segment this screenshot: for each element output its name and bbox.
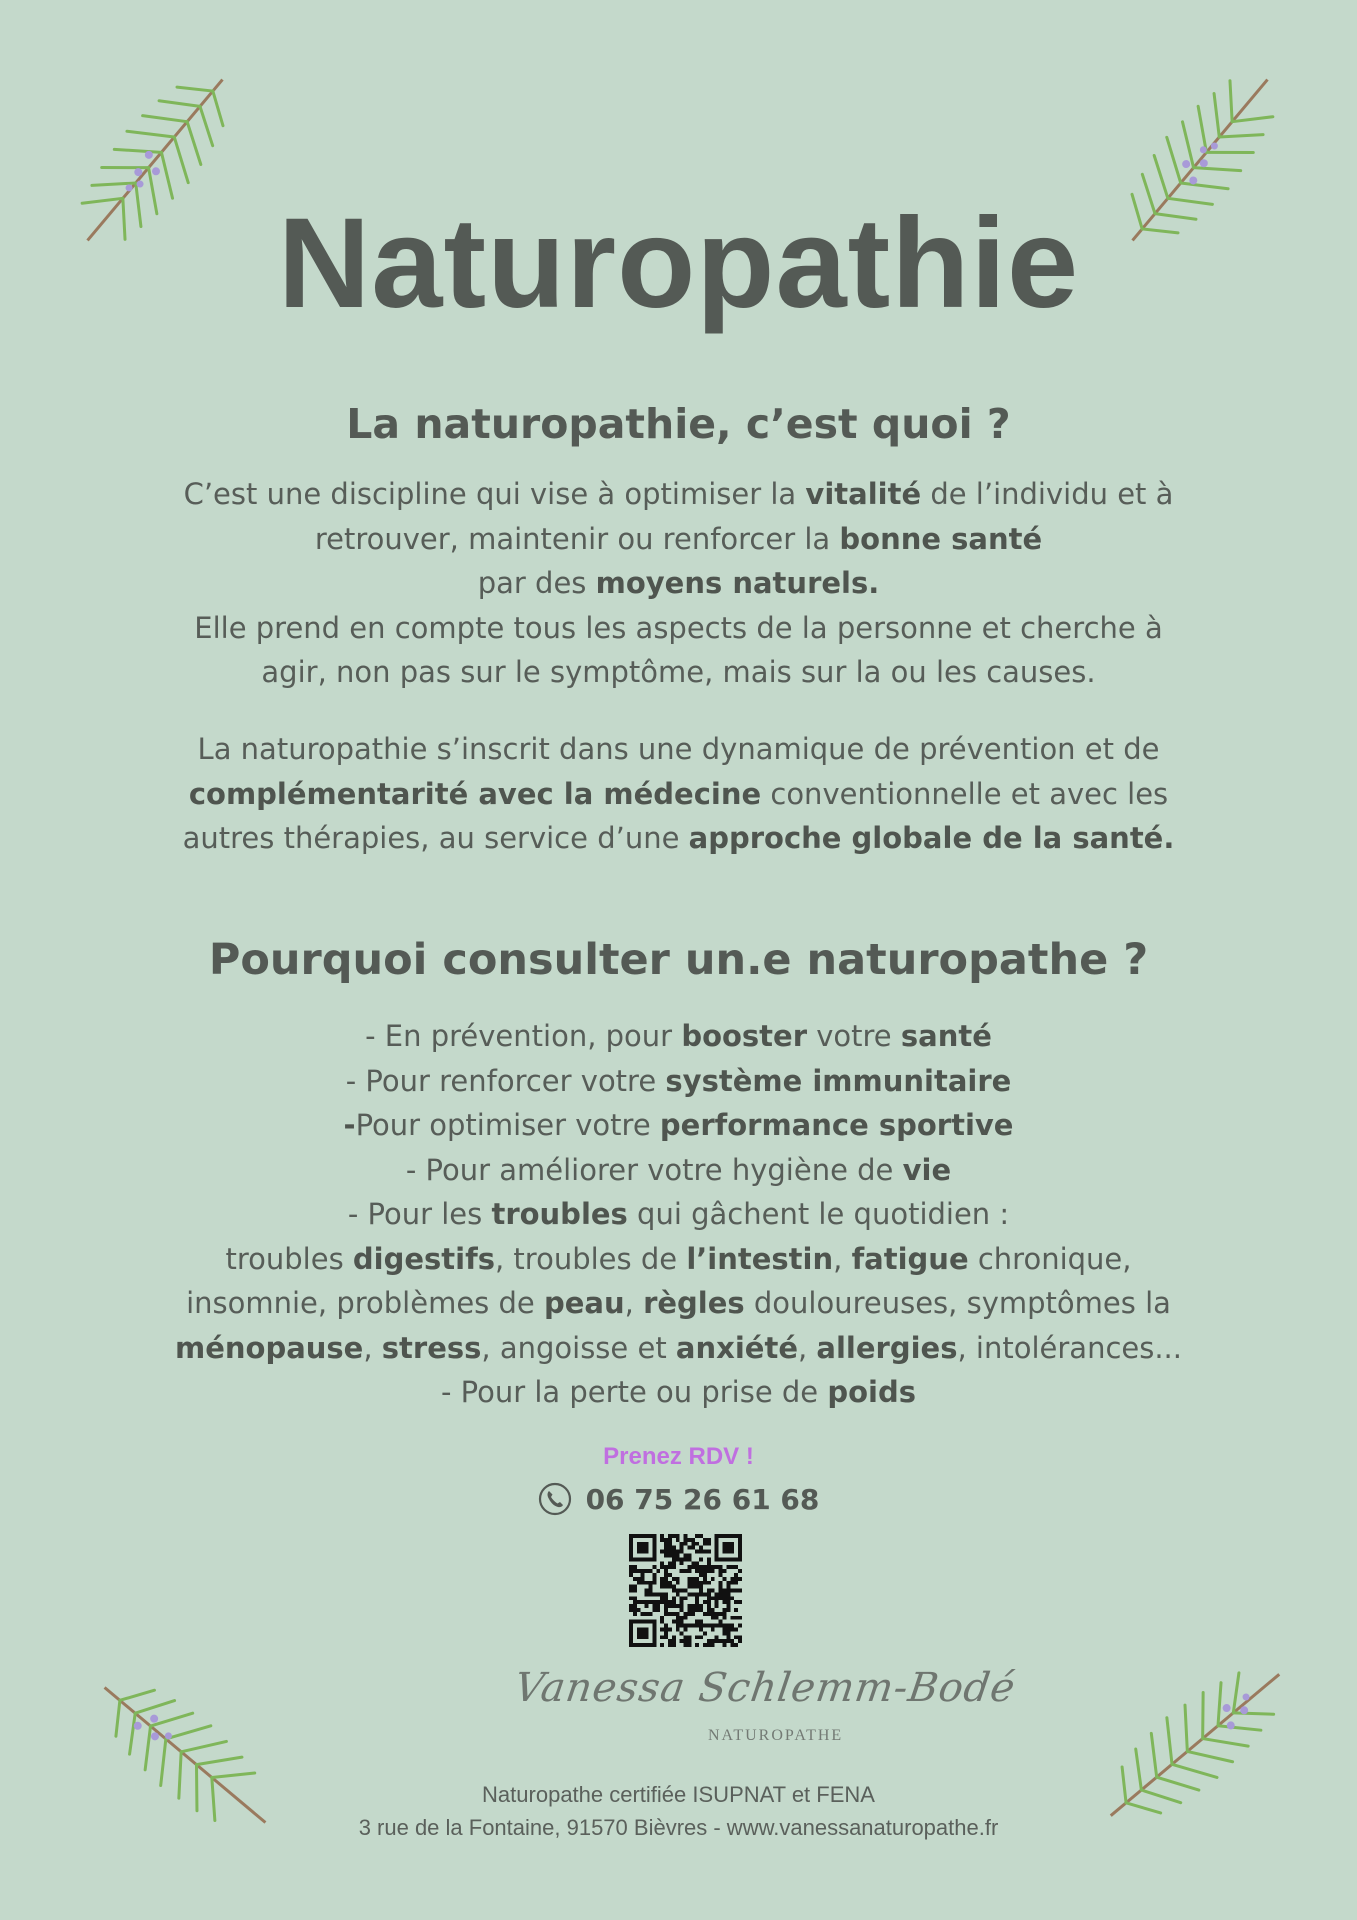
text-run: , intolérances... bbox=[957, 1330, 1182, 1365]
text-run: agir, non pas sur le symptôme, mais sur la ou les causes. bbox=[261, 655, 1096, 689]
text-line bbox=[150, 1103, 1207, 1148]
address-line: 3 rue de la Fontaine, 91570 Bièvres - www.vanessanaturopathe.fr bbox=[358, 1815, 999, 1840]
text-run: - Pour améliorer votre hygiène de bbox=[405, 1152, 903, 1187]
emphasis: santé bbox=[900, 1019, 992, 1053]
text-run: C’est une discipline qui vise à optimiser la bbox=[183, 477, 806, 511]
emphasis: bonne santé bbox=[839, 521, 1043, 556]
emphasis: l’intestin bbox=[686, 1241, 834, 1276]
section-heading-why: Pourquoi consulter un.e naturopathe ? bbox=[208, 935, 1149, 985]
text-run: de l’individu et à bbox=[921, 477, 1174, 511]
text-run: insomnie, problèmes de bbox=[186, 1286, 544, 1320]
emphasis: troubles bbox=[491, 1197, 628, 1231]
signature-name: Vanessa Schlemm-Bodé bbox=[511, 1665, 1019, 1711]
emphasis: booster bbox=[681, 1019, 808, 1053]
emphasis: anxiété bbox=[675, 1330, 798, 1365]
page-title: Naturopathie bbox=[277, 192, 1080, 335]
text-line bbox=[150, 727, 1207, 772]
emphasis: digestifs bbox=[352, 1241, 495, 1276]
qr-code[interactable] bbox=[629, 1534, 742, 1647]
emphasis: vie bbox=[902, 1152, 952, 1187]
text-run: autres thérapies, au service d’une bbox=[182, 821, 689, 855]
text-run: - Pour la perte ou prise de bbox=[440, 1375, 828, 1409]
text-run: , bbox=[833, 1241, 852, 1276]
text-line bbox=[150, 561, 1207, 606]
text-line bbox=[150, 1014, 1207, 1059]
signature-role: NATUROPATHE bbox=[708, 1727, 844, 1744]
emphasis: vitalité bbox=[805, 477, 922, 511]
text-run: - Pour renforcer votre bbox=[345, 1063, 666, 1098]
emphasis: fatigue bbox=[851, 1241, 969, 1276]
text-run: votre bbox=[807, 1019, 901, 1053]
phone-number: 06 75 26 61 68 bbox=[585, 1482, 820, 1516]
text-run: conventionnelle et avec les bbox=[761, 776, 1169, 811]
text-line bbox=[150, 1148, 1207, 1193]
text-run: douloureuses, symptômes la bbox=[744, 1286, 1171, 1320]
text-run: qui gâchent le quotidien : bbox=[627, 1197, 1010, 1231]
text-line bbox=[150, 606, 1207, 651]
text-run: Pour optimiser votre bbox=[355, 1108, 660, 1142]
text-line bbox=[150, 1326, 1207, 1371]
emphasis: performance sportive bbox=[659, 1108, 1014, 1142]
emphasis: système immunitaire bbox=[665, 1063, 1012, 1098]
emphasis: moyens naturels. bbox=[595, 566, 880, 600]
reasons-list bbox=[150, 1014, 1207, 1415]
appointment-cta: Prenez RDV ! bbox=[603, 1443, 754, 1470]
text-run: , troubles de bbox=[495, 1241, 687, 1276]
section-heading-what: La naturopathie, c’est quoi ? bbox=[346, 400, 1011, 448]
phone-contact[interactable] bbox=[0, 1482, 1357, 1516]
emphasis: approche globale de la santé. bbox=[688, 821, 1175, 855]
text-run: - En prévention, pour bbox=[365, 1019, 682, 1053]
certification-line: Naturopathe certifiée ISUPNAT et FENA bbox=[482, 1782, 875, 1807]
text-run: , bbox=[797, 1330, 817, 1365]
text-run: , angoisse et bbox=[481, 1330, 676, 1365]
intro-paragraph bbox=[150, 472, 1207, 695]
emphasis: allergies bbox=[816, 1330, 958, 1365]
text-line bbox=[150, 1237, 1207, 1282]
emphasis: ménopause bbox=[174, 1330, 364, 1365]
text-line bbox=[150, 1192, 1207, 1237]
emphasis: règles bbox=[643, 1286, 745, 1320]
text-line bbox=[150, 816, 1207, 861]
text-run: , bbox=[363, 1330, 382, 1365]
emphasis: stress bbox=[381, 1330, 482, 1365]
emphasis: - bbox=[343, 1108, 356, 1142]
text-line bbox=[150, 1059, 1207, 1104]
text-line bbox=[150, 650, 1207, 695]
phone-icon bbox=[538, 1482, 572, 1516]
text-line bbox=[150, 517, 1207, 562]
complement-paragraph bbox=[150, 727, 1207, 861]
text-line bbox=[150, 772, 1207, 817]
text-run: retrouver, maintenir ou renforcer la bbox=[314, 521, 840, 556]
text-line bbox=[150, 1281, 1207, 1326]
text-line bbox=[150, 472, 1207, 517]
emphasis: complémentarité avec la médecine bbox=[188, 776, 762, 811]
emphasis: peau bbox=[543, 1286, 625, 1320]
emphasis: poids bbox=[827, 1375, 917, 1409]
text-run: troubles bbox=[225, 1241, 353, 1276]
text-run: Elle prend en compte tous les aspects de la personne et cherche à bbox=[194, 610, 1163, 645]
text-run: , bbox=[624, 1286, 644, 1320]
text-line bbox=[150, 1370, 1207, 1415]
text-run: chronique, bbox=[968, 1241, 1132, 1276]
text-run: La naturopathie s’inscrit dans une dynamique de prévention et de bbox=[197, 732, 1160, 766]
text-run: par des bbox=[477, 566, 596, 600]
text-run: - Pour les bbox=[347, 1197, 492, 1231]
